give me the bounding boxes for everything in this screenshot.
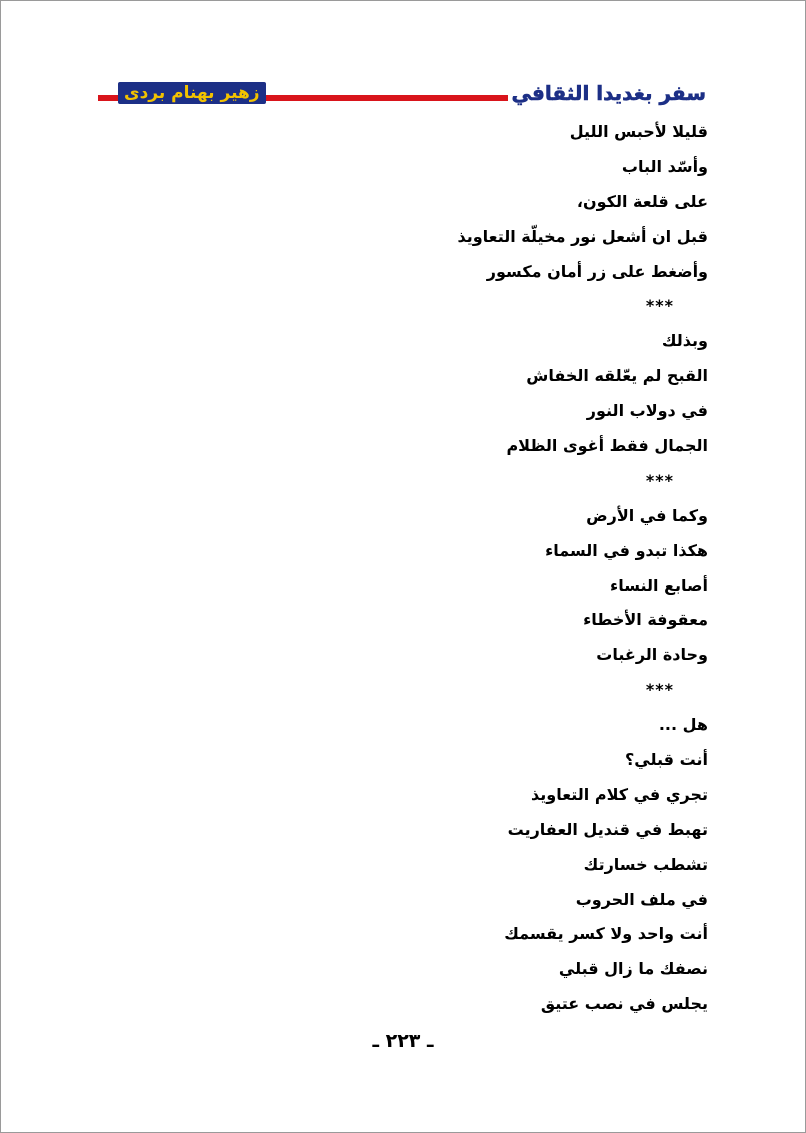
stanza-separator: *** (645, 680, 674, 700)
poem-line: أنت قبلي؟ (624, 750, 708, 770)
poem-line: قبل ان أشعل نور مخيلّة التعاويذ (457, 226, 708, 246)
poem-line: في ملف الحروب (575, 889, 708, 909)
poem-line: أصابع النساء (610, 575, 708, 595)
poem-line: أنت واحد ولا كسر يقسمك (504, 924, 708, 944)
poem-line: القبح لم يعّلقه الخفاش (526, 366, 708, 386)
poem-line: تشطب خسارتك (583, 854, 708, 874)
poem-line: في دولاب النور (586, 401, 708, 421)
poem-line: على قلعة الكون، (576, 191, 708, 211)
poem-line: معقوفة الأخطاء (583, 610, 708, 630)
poem-line: هل ... (658, 715, 708, 735)
book-title: سفر بغديدا الثقافي (508, 80, 710, 106)
poem-line: وحادة الرغبات (596, 645, 708, 665)
poem-line: وأضغط على زر أمان مكسور (486, 261, 708, 281)
poem-line: تهبط في قنديل العفاريت (507, 819, 708, 839)
poem-line: يجلس في نصب عتيق (540, 994, 708, 1014)
poem-line: وأسّد الباب (621, 156, 708, 176)
poem-line: تجري في كلام التعاويذ (531, 784, 708, 804)
stanza-separator: *** (645, 470, 674, 490)
poem-line: وبذلك (661, 331, 708, 351)
page-number: ـ ٢٢٣ ـ (372, 1030, 434, 1052)
author-name: زهير بهنام بردى (118, 82, 266, 104)
poem (188, 115, 708, 1022)
poem-line: وكما في الأرض (586, 505, 708, 525)
poem-line: نصفك ما زال قبلي (558, 959, 708, 979)
poem-line: هكذا تبدو في السماء (545, 540, 708, 560)
poem-line: الجمال فقط أغوى الظلام (506, 436, 708, 456)
poem-line: قليلا لأحبس الليل (569, 122, 708, 141)
stanza-separator: *** (645, 296, 674, 316)
